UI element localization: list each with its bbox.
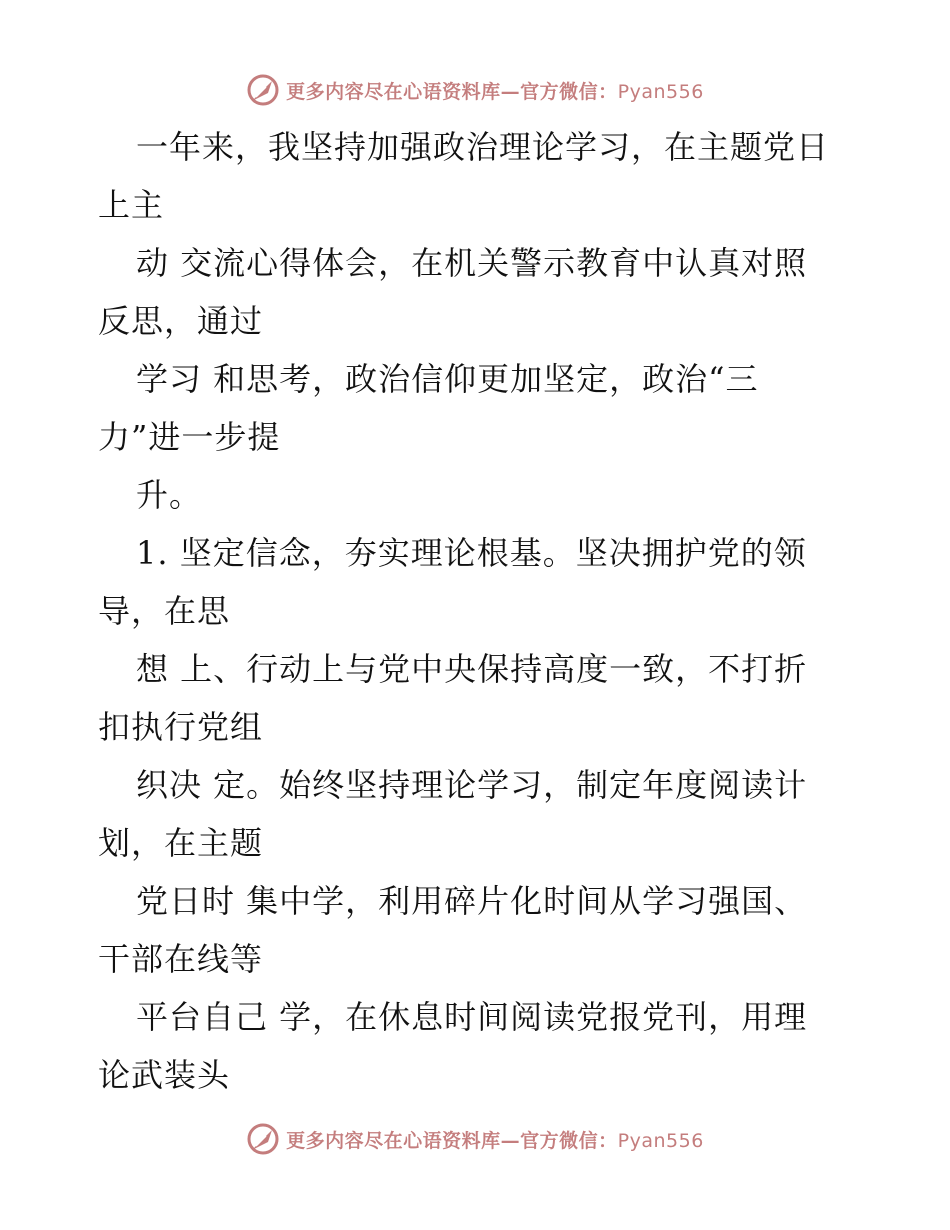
- text-line-7: 升。: [136, 476, 203, 514]
- footer-banner-cn: 更多内容尽在心语资料库—官方微信：: [286, 1129, 618, 1152]
- text-line-2: 上主: [98, 186, 165, 224]
- text-line-6: 力”进一步提: [98, 418, 281, 456]
- header-banner-text: [286, 77, 704, 104]
- footer-banner-text: [286, 1126, 704, 1153]
- header-banner-id: Pyan556: [617, 80, 704, 103]
- footer-banner: [0, 1119, 950, 1159]
- text-line-4: 反思，通过: [98, 302, 264, 340]
- footer-banner-id: Pyan556: [617, 1129, 704, 1152]
- document-body: [98, 118, 858, 1104]
- text-line-1: 一年来，我坚持加强政治理论学习，在主题党日: [136, 128, 830, 166]
- text-line-8: 1. 坚定信念，夯实理论根基。坚决拥护党的领: [136, 534, 807, 572]
- text-line-13: 划，在主题: [98, 824, 264, 862]
- text-line-3: 动 交流心得体会，在机关警示教育中认真对照: [136, 244, 808, 282]
- text-line-5: 学习 和思考，政治信仰更加坚定，政治“三: [136, 360, 759, 398]
- header-banner: [0, 70, 950, 110]
- text-line-17: 论武装头: [98, 1056, 231, 1094]
- text-line-15: 干部在线等: [98, 940, 264, 978]
- text-line-14: 党日时 集中学，利用碎片化时间从学习强国、: [136, 882, 808, 920]
- text-line-16: 平台自己 学，在休息时间阅读党报党刊，用理: [136, 998, 808, 1036]
- text-line-12: 织决 定。始终坚持理论学习，制定年度阅读计: [136, 766, 808, 804]
- feather-logo-icon: [246, 1122, 280, 1156]
- text-line-11: 扣执行党组: [98, 708, 264, 746]
- header-banner-cn: 更多内容尽在心语资料库—官方微信：: [286, 80, 618, 103]
- text-line-9: 导，在思: [98, 592, 231, 630]
- feather-logo-icon: [246, 73, 280, 107]
- text-line-10: 想 上、行动上与党中央保持高度一致，不打折: [136, 650, 808, 688]
